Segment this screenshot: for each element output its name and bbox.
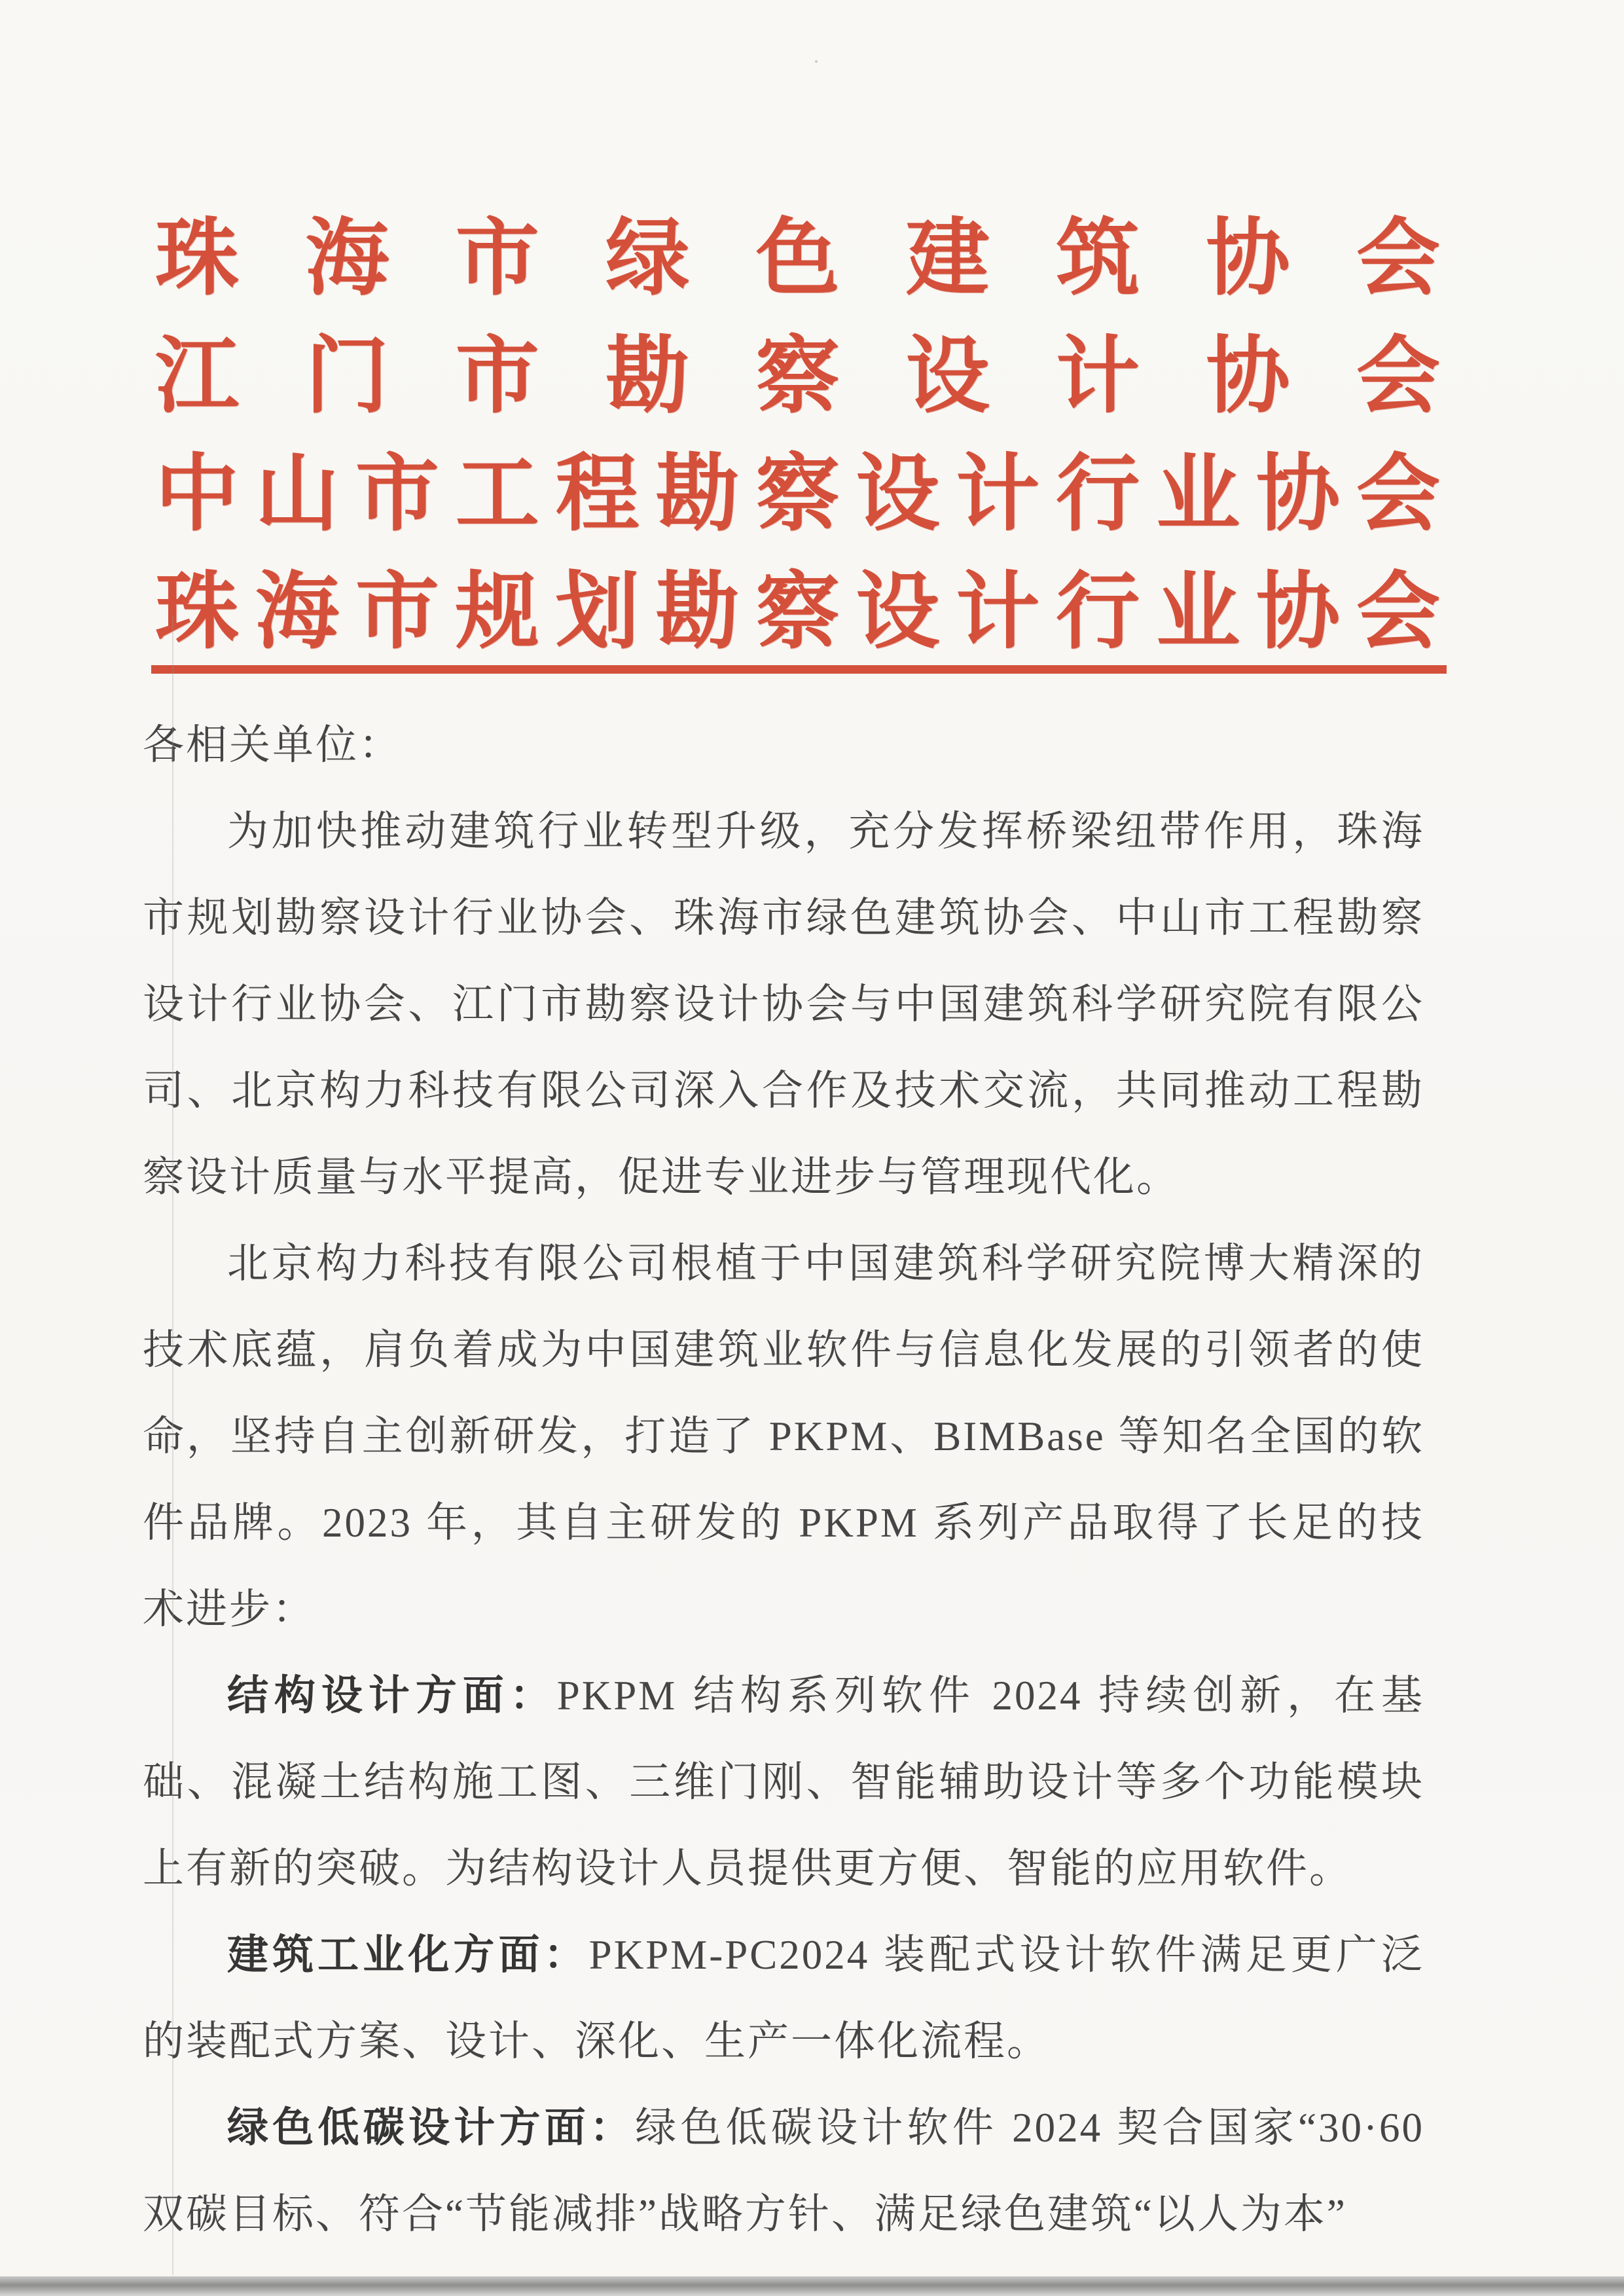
letterhead-character: 设 — [905, 330, 990, 423]
letterhead-character: 察 — [755, 448, 840, 541]
salutation: 各相关单位： — [143, 722, 402, 768]
letterhead-character: 筑 — [1056, 212, 1140, 305]
letterhead-character: 珠 — [155, 566, 240, 659]
paragraph-2: 北京构力科技有限公司根植于中国建筑科学研究院博大精深的技术底蕴，肩负着成为中国建筑业软件与信息化发展的引领者的使命，坚持自主创新研发，打造了 PKPM、BIMBase 等知名全国的软件品牌。2023 年，其自主研发的 PKPM 系列产品取得了长足的技术进步： — [143, 1241, 1424, 1632]
letterhead-character: 海 — [305, 212, 389, 305]
letterhead-character: 划 — [555, 566, 640, 659]
letterhead-character: 工 — [455, 448, 539, 541]
paragraph-3-text: PKPM 结构系列软件 2024 持续创新，在基础、混凝土结构施工图、三维门刚、智能辅助设计等多个功能模块上有新的突破。为结构设计人员提供更方便、智能的应用软件。 — [143, 1673, 1424, 1891]
paragraph-5-text: 绿色低碳设计软件 2024 契合国家“30·60 双碳目标、符合“节能减排”战略方针、满足绿色建筑“以人为本” — [143, 2105, 1424, 2237]
scan-crease-artifact — [172, 615, 173, 2275]
letterhead-character: 业 — [1156, 448, 1240, 541]
document-body — [143, 702, 1424, 2257]
letterhead-character: 业 — [1156, 566, 1240, 659]
letterhead-character: 协 — [1206, 212, 1290, 305]
letterhead-character: 会 — [1356, 330, 1440, 423]
letterhead-character: 计 — [1056, 330, 1140, 423]
paragraph-1: 为加快推动建筑行业转型升级，充分发挥桥梁纽带作用，珠海市规划勘察设计行业协会、珠海市绿色建筑协会、中山市工程勘察设计行业协会、江门市勘察设计协会与中国建筑科学研究院有限公司、北京构力科技有限公司深入合作及技术交流，共同推动工程勘察设计质量与水平提高，促进专业进步与管理现代化。 — [143, 809, 1424, 1200]
paragraph-3-lead: 结构设计方面： — [227, 1673, 557, 1719]
scan-edge-shadow — [0, 2276, 1624, 2296]
letterhead-character: 珠 — [155, 212, 240, 305]
paragraph-5 — [143, 2085, 1424, 2257]
letterhead-character: 勘 — [655, 448, 740, 541]
letterhead-character: 协 — [1206, 330, 1290, 423]
letterhead — [155, 200, 1440, 671]
paragraph-4 — [143, 1912, 1424, 2085]
letterhead-character: 协 — [1255, 566, 1340, 659]
letterhead-character: 计 — [956, 448, 1040, 541]
letterhead-character: 门 — [305, 330, 389, 423]
letterhead-character: 行 — [1056, 448, 1140, 541]
letterhead-character: 会 — [1356, 212, 1440, 305]
letterhead-org-1 — [155, 200, 1440, 318]
paragraph-5-lead: 绿色低碳设计方面： — [227, 2105, 636, 2151]
letterhead-character: 市 — [355, 448, 439, 541]
letterhead-character: 计 — [956, 566, 1040, 659]
letterhead-character: 设 — [856, 448, 940, 541]
red-divider-line — [151, 665, 1447, 674]
letterhead-character: 勘 — [605, 330, 690, 423]
letterhead-character: 协 — [1255, 448, 1340, 541]
letterhead-org-4 — [155, 553, 1440, 671]
letterhead-character: 市 — [455, 212, 539, 305]
letterhead-character: 江 — [155, 330, 240, 423]
letterhead-character: 中 — [155, 448, 240, 541]
paragraph-4-lead: 建筑工业化方面： — [227, 1932, 589, 1978]
letterhead-character: 会 — [1356, 448, 1440, 541]
letterhead-character: 程 — [555, 448, 640, 541]
letterhead-character: 山 — [255, 448, 339, 541]
paragraph-4-text: PKPM-PC2024 装配式设计软件满足更广泛的装配式方案、设计、深化、生产一体化流程。 — [143, 1932, 1424, 2064]
letterhead-character: 勘 — [655, 566, 740, 659]
letterhead-org-3 — [155, 435, 1440, 553]
letterhead-character: 设 — [856, 566, 940, 659]
letterhead-character: 察 — [755, 330, 840, 423]
paragraph-3 — [143, 1652, 1424, 1912]
letterhead-character: 会 — [1356, 566, 1440, 659]
letterhead-character: 规 — [455, 566, 539, 659]
letterhead-org-2 — [155, 318, 1440, 435]
letterhead-character: 行 — [1056, 566, 1140, 659]
letterhead-character: 绿 — [605, 212, 690, 305]
letterhead-character: 建 — [905, 212, 990, 305]
letterhead-character: 察 — [755, 566, 840, 659]
letterhead-character: 海 — [255, 566, 339, 659]
letterhead-character: 色 — [755, 212, 840, 305]
letterhead-character: 市 — [455, 330, 539, 423]
letterhead-character: 市 — [355, 566, 439, 659]
scan-speck-artifact — [815, 60, 818, 63]
